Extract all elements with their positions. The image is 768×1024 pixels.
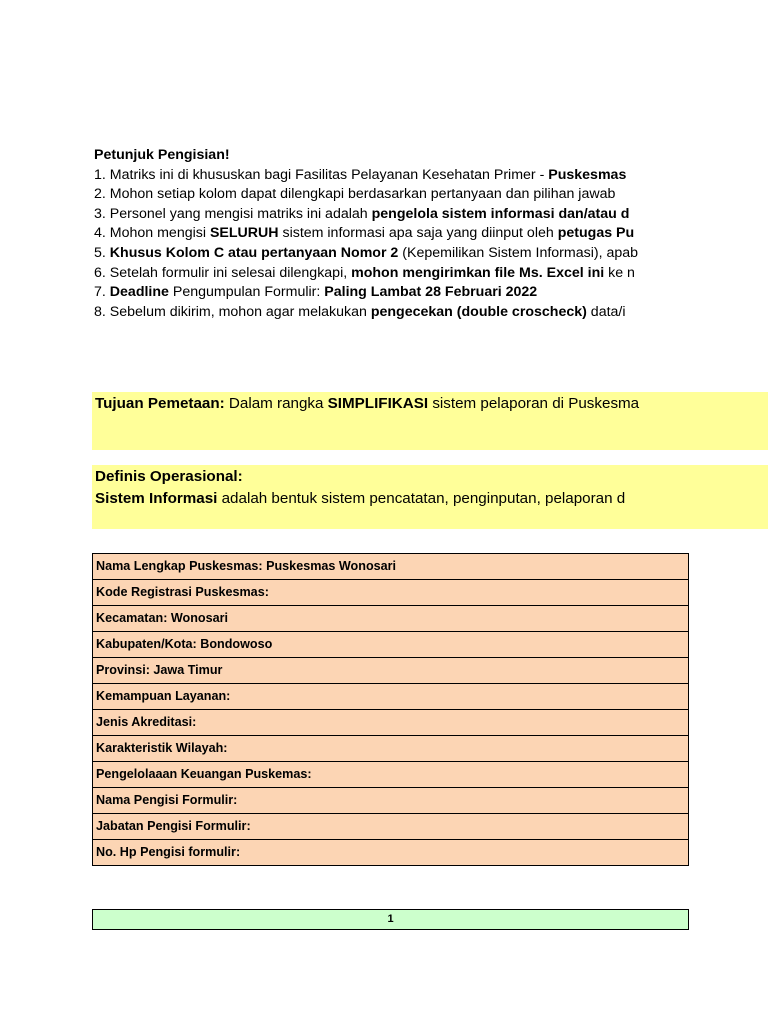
definisi-operasional-band xyxy=(92,465,768,529)
instruction-4: 4. Mohon mengisi SELURUH sistem informasi apa saja yang diinput oleh petugas Pu xyxy=(94,225,635,242)
instruction-7: 7. Deadline Pengumpulan Formulir: Paling Lambat 28 Februari 2022 xyxy=(94,284,538,301)
instructions-heading: Petunjuk Pengisian! xyxy=(94,147,230,163)
definisi-operasional-label: Definis Operasional: xyxy=(95,468,243,485)
instruction-1: 1. Matriks ini di khususkan bagi Fasilitas Pelayanan Kesehatan Primer - Puskesmas xyxy=(94,166,627,183)
puskesmas-profile-table xyxy=(92,553,689,866)
profile-row-karakteristik-wilayah[interactable]: Karakteristik Wilayah: xyxy=(93,736,688,762)
instruction-5: 5. Khusus Kolom C atau pertanyaan Nomor 2 (Kepemilikan Sistem Informasi), apab xyxy=(94,244,639,261)
profile-row-kecamatan[interactable]: Kecamatan: Wonosari xyxy=(93,606,688,632)
instruction-8: 8. Sebelum dikirim, mohon agar melakukan pengecekan (double croscheck) data/i xyxy=(94,303,626,320)
instruction-2: 2. Mohon setiap kolom dapat dilengkapi berdasarkan pertanyaan dan pilihan jawab xyxy=(94,186,616,203)
profile-row-no-hp-pengisi[interactable]: No. Hp Pengisi formulir: xyxy=(96,845,241,859)
page-number-bar: 1 xyxy=(92,909,689,930)
profile-row-kemampuan-layanan[interactable]: Kemampuan Layanan: xyxy=(93,684,688,710)
profile-row-jenis-akreditasi[interactable]: Jenis Akreditasi: xyxy=(93,710,688,736)
instruction-3: 3. Personel yang mengisi matriks ini adalah pengelola sistem informasi dan/atau d xyxy=(94,205,630,222)
profile-row-kode-registrasi[interactable]: Kode Registrasi Puskesmas: xyxy=(93,580,688,606)
profile-row-nama[interactable]: Nama Lengkap Puskesmas: Puskesmas Wonosari xyxy=(93,554,688,580)
definisi-operasional-text: Sistem Informasi adalah bentuk sistem pencatatan, penginputan, pelaporan d xyxy=(95,490,626,507)
tujuan-pemetaan-text: Tujuan Pemetaan: Dalam rangka SIMPLIFIKASI sistem pelaporan di Puskesma xyxy=(95,395,640,412)
profile-row-jabatan-pengisi[interactable]: Jabatan Pengisi Formulir: xyxy=(93,814,688,840)
profile-row-kabupaten[interactable]: Kabupaten/Kota: Bondowoso xyxy=(93,632,688,658)
instruction-6: 6. Setelah formulir ini selesai dilengkapi, mohon mengirimkan file Ms. Excel ini ke n xyxy=(94,264,635,281)
profile-row-provinsi[interactable]: Provinsi: Jawa Timur xyxy=(93,658,688,684)
tujuan-pemetaan-band xyxy=(92,392,768,450)
profile-row-nama-pengisi[interactable]: Nama Pengisi Formulir: xyxy=(93,788,688,814)
profile-row-pengelolaan-keuangan[interactable]: Pengelolaaan Keuangan Puskemas: xyxy=(93,762,688,788)
instructions-block xyxy=(94,146,768,322)
